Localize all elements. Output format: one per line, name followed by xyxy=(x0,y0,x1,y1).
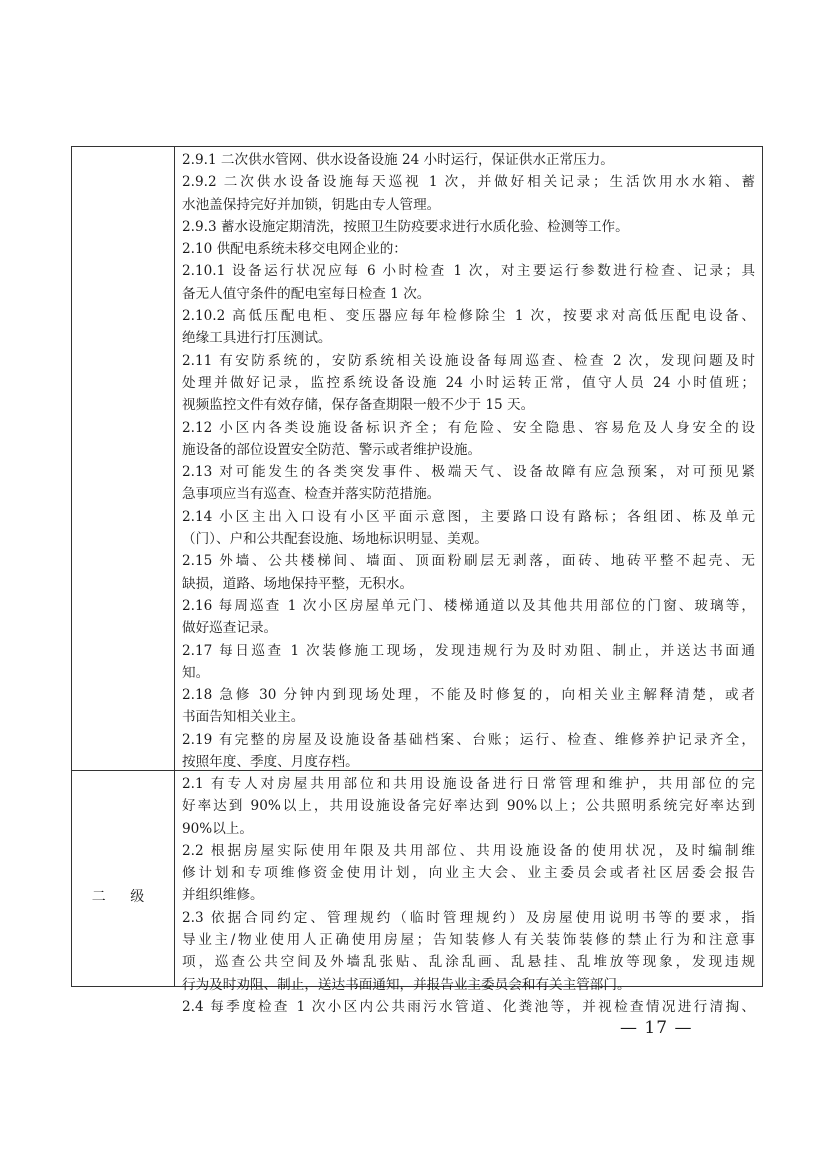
requirement-line: 处理并做好记录，监控系统设备设施 24 小时运转正常，值守人员 24 小时值班； xyxy=(182,374,755,391)
requirement-line: 备无人值守条件的配电室每日检查 1 次。 xyxy=(182,285,431,302)
requirement-line: 好率达到 90%以上，共用设施设备完好率达到 90%以上；公共照明系统完好率达到 xyxy=(182,798,755,815)
requirement-line: 2.10 供配电系统未移交电网企业的： xyxy=(182,241,407,258)
requirement-line: 水池盖保持完好并加锁，钥匙由专人管理。 xyxy=(182,196,441,213)
requirement-line: 2.9.1 二次供水管网、供水设备设施 24 小时运行，保证供水正常压力。 xyxy=(182,152,614,168)
requirement-line: 2.19 有完整的房屋及设施设备基础档案、台账；运行、检查、维修养护记录齐全， xyxy=(182,731,755,748)
requirement-line: 2.2 根据房屋实际使用年限及共用部位、共用设施设备的使用状况，及时编制维 xyxy=(182,842,755,859)
requirement-line: 导业主/物业使用人正确使用房屋；告知装修人有关装饰装修的禁止行为和注意事 xyxy=(182,932,755,949)
requirement-line: 按照年度、季度、月度存档。 xyxy=(182,754,359,771)
requirement-line: 绝缘工具进行打压测试。 xyxy=(182,330,332,347)
requirements-cell xyxy=(175,147,762,770)
requirement-line: 书面告知相关业主。 xyxy=(182,709,305,726)
requirement-line: 2.11 有安防系统的，安防系统相关设施设备每周巡查、检查 2 次，发现问题及时 xyxy=(182,352,755,369)
requirement-line: 2.13 对可能发生的各类突发事件、极端天气、设备故障有应急预案，对可预见紧 xyxy=(182,464,755,481)
requirement-line: 2.10.2 高低压配电柜、变压器应每年检修除尘 1 次，按要求对高低压配电设备、 xyxy=(182,308,755,325)
requirement-line: 2.9.3 蓄水设施定期清洗，按照卫生防疫要求进行水质化验、检测等工作。 xyxy=(182,218,629,235)
requirement-line: 急事项应当有巡查、检查并落实防范措施。 xyxy=(182,486,441,503)
requirement-line: 2.3 依据合同约定、管理规约（临时管理规约）及房屋使用说明书等的要求，指 xyxy=(182,909,755,926)
requirement-line: 施设备的部位设置安全防范、警示或者维护设施。 xyxy=(182,441,482,458)
requirement-line: 2.10.1 设备运行状况应每 6 小时检查 1 次，对主要运行参数进行检查、记录；具 xyxy=(182,263,755,280)
level-cell xyxy=(72,771,175,986)
requirement-line: 修计划和专项维修资金使用计划，向业主大会、业主委员会或者社区居委会报告 xyxy=(182,865,755,882)
level-label: 二 级 xyxy=(91,889,155,905)
requirement-line: 2.1 有专人对房屋共用部位和共用设施设备进行日常管理和维护，共用部位的完 xyxy=(182,776,755,792)
requirement-line: 90%以上。 xyxy=(182,820,253,837)
requirements-cell xyxy=(175,771,762,1015)
requirement-line: 2.16 每周巡查 1 次小区房屋单元门、楼梯通道以及其他共用部位的门窗、玻璃等， xyxy=(182,597,755,614)
requirement-line: 2.18 急修 30 分钟内到现场处理，不能及时修复的，向相关业主解释清楚，或者 xyxy=(182,687,755,704)
requirement-line: 2.12 小区内各类设施设备标识齐全；有危险、安全隐患、容易危及人身安全的设 xyxy=(182,419,755,436)
requirement-line: 2.9.2 二次供水设备设施每天巡视 1 次，并做好相关记录；生活饮用水水箱、蓄 xyxy=(182,174,755,191)
requirement-line: 缺损，道路、场地保持平整，无积水。 xyxy=(182,575,414,592)
requirement-line: 视频监控文件有效存储，保存备查期限一般不少于 15 天。 xyxy=(182,397,535,414)
requirement-line: 2.17 每日巡查 1 次装修施工现场，发现违规行为及时劝阻、制止，并送达书面通 xyxy=(182,642,755,659)
requirement-line: 知。 xyxy=(182,664,210,681)
requirement-line: 并组织维修。 xyxy=(182,887,264,904)
requirement-line: 2.15 外墙、公共楼梯间、墙面、顶面粉刷层无剥落，面砖、地砖平整不起壳、无 xyxy=(182,553,755,570)
table-row xyxy=(72,147,762,771)
requirement-line: （门）、户和公共配套设施、场地标识明显、美观。 xyxy=(182,531,488,548)
requirement-line: 做好巡查记录。 xyxy=(182,620,278,637)
standards-table xyxy=(71,146,763,1015)
requirement-line: 2.14 小区主出入口设有小区平面示意图，主要路口设有路标；各组团、栋及单元 xyxy=(182,508,755,525)
requirement-line: 行为及时劝阻、制止，送达书面通知，并报告业主委员会和有关主管部门。 xyxy=(182,976,631,993)
table-row xyxy=(72,771,762,1015)
requirement-line: 项，巡查公共空间及外墙乱张贴、乱涂乱画、乱悬挂、乱堆放等现象，发现违规 xyxy=(182,954,755,971)
requirement-line: 2.4 每季度检查 1 次小区内公共雨污水管道、化粪池等，并视检查情况进行清掏、 xyxy=(182,998,755,1015)
page-number: — 17 — xyxy=(620,1018,693,1038)
level-cell xyxy=(72,147,175,770)
